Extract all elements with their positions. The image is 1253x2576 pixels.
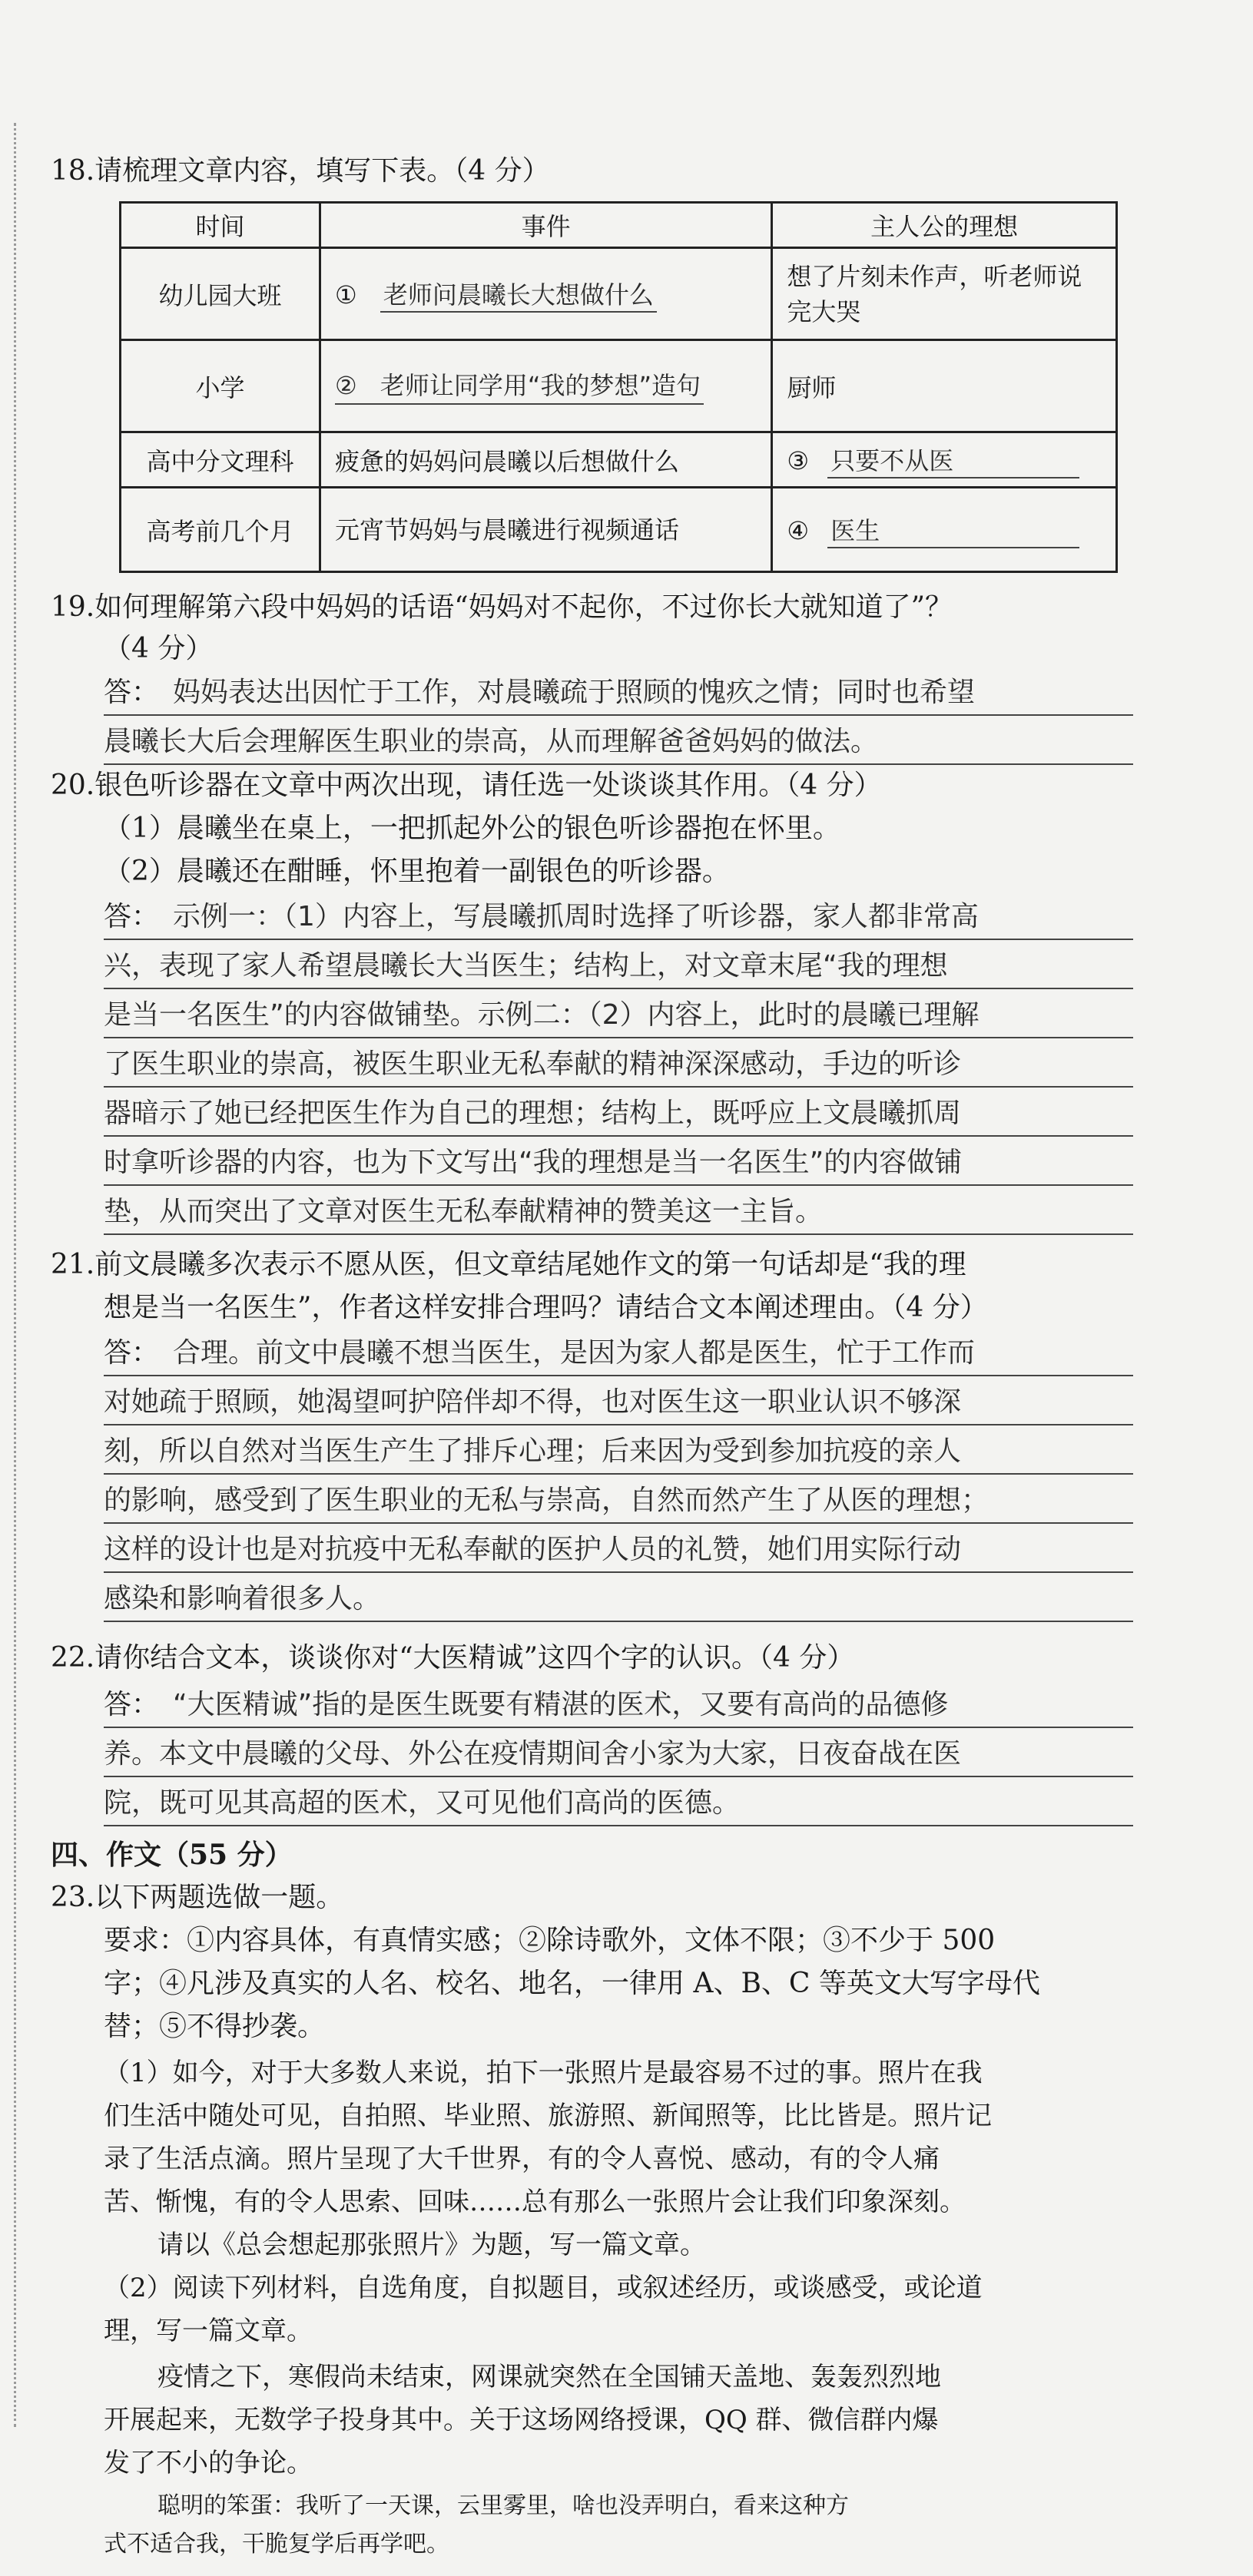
answer-label: 答： bbox=[104, 1689, 160, 1720]
table-row bbox=[121, 340, 1117, 432]
q23-req-line: 字；④凡涉及真实的人名、校名、地名，一律用 A、B、C 等英文大写字母代 bbox=[104, 1968, 1040, 1999]
q23-req-line: 要求：①内容具体，有真情实感；②除诗歌外，文体不限；③不少于 500 bbox=[104, 1925, 996, 1956]
q22-title: 22.请你结合文本，谈谈你对“大医精诚”这四个字的认识。（4 分） bbox=[51, 1642, 855, 1674]
q18-title: 18.请梳理文章内容，填写下表。（4 分） bbox=[51, 155, 550, 187]
row4-event: 元宵节妈妈与晨曦进行视频通话 bbox=[320, 488, 772, 572]
row2-event-no: ② bbox=[335, 370, 357, 400]
q23-p2-line: 理，写一篇文章。 bbox=[104, 2316, 313, 2346]
section4-heading: 四、作文（55 分） bbox=[51, 1839, 293, 1871]
q23-m1-line: 式不适合我，干脆复学后再学吧。 bbox=[104, 2531, 449, 2558]
q23-p1-line: 苦、惭愧，有的令人思索、回味……总有那么一张照片会让我们印象深刻。 bbox=[104, 2187, 966, 2217]
q20-answer-line: 了医生职业的崇高，被医生职业无私奉献的精神深深感动，手边的听诊 bbox=[104, 1038, 1133, 1088]
header-time: 时间 bbox=[121, 203, 320, 248]
q20-item1: （1）晨曦坐在桌上，一把抓起外公的银色听诊器抱在怀里。 bbox=[104, 813, 840, 844]
q21-answer-line: 这样的设计也是对抗疫中无私奉献的医护人员的礼赞，她们用实际行动 bbox=[104, 1524, 1133, 1573]
q19-answer-line: 晨曦长大后会理解医生职业的崇高，从而理解爸爸妈妈的做法。 bbox=[104, 716, 1133, 765]
table-row bbox=[121, 488, 1117, 572]
row2-event-answer: 老师让同学用“我的梦想”造句 bbox=[380, 370, 701, 400]
header-ideal: 主人公的理想 bbox=[772, 203, 1117, 248]
q23-material-line: 开展起来，无数学子投身其中。关于这场网络授课，QQ 群、微信群内爆 bbox=[104, 2405, 939, 2435]
q22-answer bbox=[104, 1679, 1133, 1826]
row4-ideal-no: ④ bbox=[787, 515, 810, 545]
q22-answer-line: “大医精诚”指的是医生既要有精湛的医术，又要有高尚的品德修 bbox=[173, 1689, 949, 1720]
q19-answer-line: 妈妈表达出因忙于工作，对晨曦疏于照顾的愧疚之情；同时也希望 bbox=[173, 677, 976, 708]
q21-answer-line: 的影响，感受到了医生职业的无私与崇高，自然而然产生了从医的理想； bbox=[104, 1475, 1133, 1524]
margin-dotted-rule bbox=[14, 123, 16, 2427]
row1-time: 幼儿园大班 bbox=[121, 248, 320, 340]
q20-answer-line: 是当一名医生”的内容做铺垫。示例二：（2）内容上，此时的晨曦已理解 bbox=[104, 989, 1133, 1038]
q21-title-line1: 21.前文晨曦多次表示不愿从医，但文章结尾她作文的第一句话却是“我的理 bbox=[51, 1249, 966, 1280]
row1-event-no: ① bbox=[335, 280, 357, 310]
row2-ideal: 厨师 bbox=[772, 340, 1117, 432]
q20-answer-line: 垫，从而突出了文章对医生无私奉献精神的赞美这一主旨。 bbox=[104, 1186, 1133, 1235]
q23-p1-line: 录了生活点滴。照片呈现了大千世界，有的令人喜悦、感动，有的令人痛 bbox=[104, 2144, 940, 2174]
q20-item2: （2）晨曦还在酣睡，怀里抱着一副银色的听诊器。 bbox=[104, 856, 730, 887]
q21-answer-line: 感染和影响着很多人。 bbox=[104, 1573, 1133, 1622]
row2-time: 小学 bbox=[121, 340, 320, 432]
row4-time: 高考前几个月 bbox=[121, 488, 320, 572]
q21-answer-line: 合理。前文中晨曦不想当医生，是因为家人都是医生，忙于工作而 bbox=[173, 1337, 976, 1369]
q20-answer bbox=[104, 891, 1133, 1235]
q21-title-line2: 想是当一名医生”，作者这样安排合理吗？请结合文本阐述理由。（4 分） bbox=[104, 1292, 988, 1323]
row3-event: 疲惫的妈妈问晨曦以后想做什么 bbox=[320, 432, 772, 488]
q23-p2-line: （2）阅读下列材料，自选角度，自拟题目，或叙述经历，或谈感受，或论道 bbox=[104, 2273, 983, 2303]
row4-ideal-answer: 医生 bbox=[827, 512, 1079, 548]
q21-answer-line: 对她疏于照顾，她渴望呵护陪伴却不得，也对医生这一职业认识不够深 bbox=[104, 1376, 1133, 1425]
q21-answer bbox=[104, 1327, 1133, 1622]
row2-event bbox=[320, 340, 772, 432]
row3-time: 高中分文理科 bbox=[121, 432, 320, 488]
answer-label: 答： bbox=[104, 1337, 160, 1369]
q23-material-line: 发了不小的争论。 bbox=[104, 2448, 313, 2478]
q20-answer-line: 时拿听诊器的内容，也为下文写出“我的理想是当一名医生”的内容做铺 bbox=[104, 1137, 1133, 1186]
q20-answer-line: 器暗示了她已经把医生作为自己的理想；结构上，既呼应上文晨曦抓周 bbox=[104, 1088, 1133, 1137]
row3-ideal bbox=[772, 432, 1117, 488]
q19-answer bbox=[104, 667, 1133, 765]
q22-answer-line: 院，既可见其高超的医术，又可见他们高尚的医德。 bbox=[104, 1777, 1133, 1826]
header-event: 事件 bbox=[320, 203, 772, 248]
table-header-row bbox=[121, 203, 1117, 248]
q21-answer-line: 刻，所以自然对当医生产生了排斥心理；后来因为受到参加抗疫的亲人 bbox=[104, 1425, 1133, 1475]
row1-event bbox=[320, 248, 772, 340]
q19-title: 19.如何理解第六段中妈妈的话语“妈妈对不起你，不过你长大就知道了”？ bbox=[51, 591, 953, 623]
row3-ideal-no: ③ bbox=[787, 445, 810, 475]
q20-title: 20.银色听诊器在文章中两次出现，请任选一处谈谈其作用。（4 分） bbox=[51, 770, 882, 801]
row3-ideal-answer: 只要不从医 bbox=[827, 442, 1079, 478]
q23-p1-line: （1）如今，对于大多数人来说，拍下一张照片是最容易不过的事。照片在我 bbox=[104, 2058, 983, 2088]
row4-ideal bbox=[772, 488, 1117, 572]
q18-table bbox=[119, 201, 1118, 573]
answer-label: 答： bbox=[104, 901, 160, 932]
q23-material-line: 疫情之下，寒假尚未结束，网课就突然在全国铺天盖地、轰轰烈烈地 bbox=[157, 2362, 941, 2392]
q20-answer-line: 示例一：（1）内容上，写晨曦抓周时选择了听诊器，家人都非常高 bbox=[173, 901, 979, 932]
q23-m1-line: 聪明的笨蛋：我听了一天课，云里雾里，啥也没弄明白，看来这种方 bbox=[157, 2492, 849, 2519]
q23-req-line: 替；⑤不得抄袭。 bbox=[104, 2011, 326, 2042]
answer-label: 答： bbox=[104, 677, 160, 708]
table-row bbox=[121, 432, 1117, 488]
table-row bbox=[121, 248, 1117, 340]
q22-answer-line: 养。本文中晨曦的父母、外公在疫情期间舍小家为大家，日夜奋战在医 bbox=[104, 1728, 1133, 1777]
q23-title: 23.以下两题选做一题。 bbox=[51, 1882, 344, 1913]
q19-score: （4 分） bbox=[104, 633, 214, 664]
q23-p1-task: 请以《总会想起那张照片》为题，写一篇文章。 bbox=[157, 2230, 706, 2260]
q23-p1-line: 们生活中随处可见，自拍照、毕业照、旅游照、新闻照等，比比皆是。照片记 bbox=[104, 2101, 992, 2131]
row1-event-answer: 老师问晨曦长大想做什么 bbox=[380, 276, 657, 313]
row1-ideal: 想了片刻未作声，听老师说完大哭 bbox=[772, 248, 1117, 340]
q20-answer-line: 兴，表现了家人希望晨曦长大当医生；结构上，对文章末尾“我的理想 bbox=[104, 940, 1133, 989]
